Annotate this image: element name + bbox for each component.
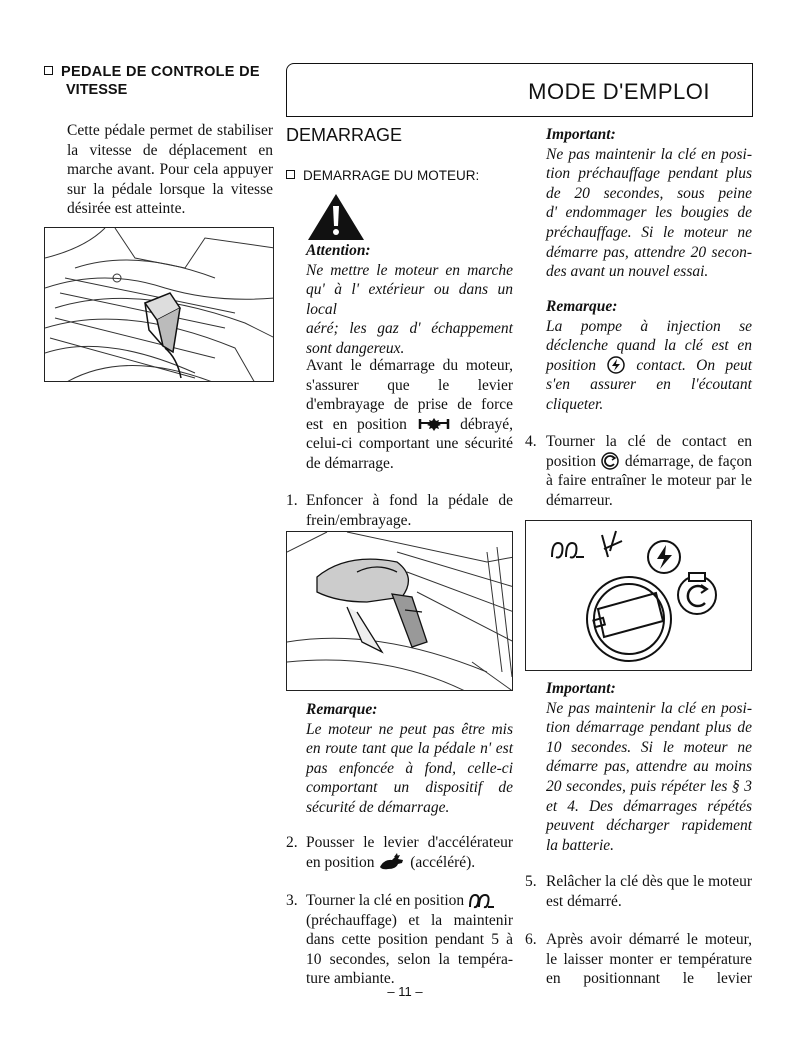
warning-triangle-icon (306, 192, 366, 242)
pedal-drawing-icon (45, 228, 274, 382)
step-1: 1. Enfoncer à fond la pédale de frein/embrayage. (286, 492, 513, 529)
checkbox-bullet-icon (286, 170, 295, 179)
pedal-illustration (44, 227, 274, 382)
attention-block: Attention: Ne mettre le moteur en marche qu' à l' extérieur ou dans un local aéré; les gaz d' échappement sont dangereux. (306, 242, 513, 357)
glow-plug-icon (468, 893, 496, 909)
pto-disengaged-icon (417, 415, 451, 433)
pedale-description: Cette pédale permet de stabiliser la vitesse de déplacement en marche avant. Pour cela appuyer sur la pédale lorsque la vitesse désirée est atteinte. (67, 122, 273, 218)
demarrage-moteur-subheading: DEMARRAGE DU MOTEUR: (286, 168, 479, 183)
important-1: Important: Ne pas maintenir la clé en posi- tion préchauffage pendant plus de 20 secondes, sous peine d' endommager les bougies de préchauffage. Si le moteur ne démarre pas, attendre 20 secon- des avant un nouvel essai. (546, 126, 752, 281)
ignition-switch-drawing-icon (526, 521, 752, 671)
step-3: 3. Tourner la clé en position (préchauffage) et la maintenir dans cette position pendant 5 à 10 secondes, selon la tempéra- ture ambiante. (286, 892, 513, 988)
section-title-pedale: PEDALE DE CONTROLE DE VITESSE (44, 63, 274, 99)
step-6: 6. Après avoir démarré le moteur, le laisser monter er température en positionnant le levier (525, 931, 752, 988)
remarque-2: Remarque: La pompe à injection se déclenche quand la clé est en position contact. On peut s'en assurer en l'écoutant cliqueter. (546, 298, 753, 413)
page-number: – 11 – (387, 984, 423, 999)
step-4: 4. Tourner la clé de contact en position démarrage, de façon à faire entraîner le moteur par le démarreur. (525, 433, 753, 509)
remarque-block: Remarque: Le moteur ne peut pas être mis en route tant que la pédale n' est pas enfoncée à fond, celle-ci comportant un dispositif de sécurité de démarrage. (306, 701, 513, 816)
demarrage-heading: DEMARRAGE (286, 125, 403, 145)
start-key-icon (600, 452, 620, 470)
brake-pedal-drawing-icon (287, 532, 513, 691)
ignition-switch-illustration (525, 520, 752, 671)
step-5: 5. Relâcher la clé dès que le moteur est démarré. (525, 873, 752, 910)
avant-demarrage-paragraph: Avant le démarrage du moteur, s'assurer que le levier d'embrayage de prise de force est en position débrayé, celui-ci comportant une sécurité de démarrage. (306, 357, 513, 472)
page-title: MODE D'EMPLOI (528, 79, 710, 104)
header-box (286, 63, 753, 117)
ignition-contact-icon (606, 356, 626, 374)
brake-pedal-illustration (286, 531, 513, 691)
checkbox-bullet-icon (44, 66, 53, 75)
important-2: Important: Ne pas maintenir la clé en posi- tion démarrage pendant plus de 10 secondes. Si le moteur ne démarre pas, attendre au moins 20 secondes, puis répéter les § 3 et 4. Des démarrages répétés peuvent décharger rapidement la batterie. (546, 680, 752, 854)
rabbit-fast-icon (378, 853, 406, 871)
step-2: 2. Pousser le levier d'accélérateur en position (accéléré). (286, 834, 513, 871)
